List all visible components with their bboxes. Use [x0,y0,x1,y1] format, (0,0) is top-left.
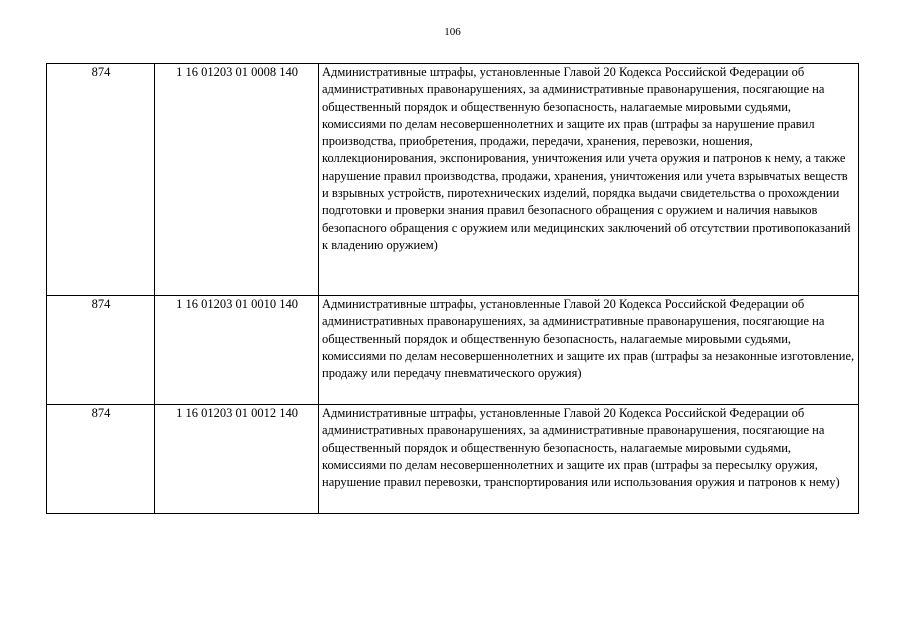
description-cell: Административные штрафы, установленные Главой 20 Кодекса Российской Федерации об административных правонарушениях, за административные правонарушения, посягающие на общественный порядок и общественную безопасность, налагаемые мировыми судьями, комиссиями по делам несовершеннолетних и защите их прав (штрафы за незаконные изготовление, продажу или передачу пневматического оружия) [319,296,859,405]
budget-code-cell: 1 16 01203 01 0010 140 [155,296,319,405]
table-row [47,296,859,405]
table-row [47,405,859,514]
budget-codes-table [46,63,859,514]
budget-code-cell: 1 16 01203 01 0012 140 [155,405,319,514]
description-cell: Административные штрафы, установленные Главой 20 Кодекса Российской Федерации об административных правонарушениях, за административные правонарушения, посягающие на общественный порядок и общественную безопасность, налагаемые мировыми судьями, комиссиями по делам несовершеннолетних и защите их прав (штрафы за нарушение правил производства, приобретения, продажи, передачи, хранения, перевозки, ношения, коллекционирования, экспонирования, уничтожения или учета оружия и патронов к нему, а также нарушение правил производства, продажи, хранения, уничтожения или учета взрывчатых веществ и взрывных устройств, пиротехнических изделий, порядка выдачи свидетельства о прохождении подготовки и проверки знания правил безопасного обращения с оружием и наличия навыков безопасного обращения с оружием или медицинских заключений об отсутствии противопоказаний к владению оружием) [319,64,859,296]
admin-code-cell: 874 [47,405,155,514]
admin-code-cell: 874 [47,296,155,405]
description-cell: Административные штрафы, установленные Главой 20 Кодекса Российской Федерации об административных правонарушениях, за административные правонарушения, посягающие на общественный порядок и общественную безопасность, налагаемые мировыми судьями, комиссиями по делам несовершеннолетних и защите их прав (штрафы за пересылку оружия, нарушение правил перевозки, транспортирования или использования оружия и патронов к нему) [319,405,859,514]
table-row [47,64,859,296]
admin-code-cell: 874 [47,64,155,296]
budget-code-cell: 1 16 01203 01 0008 140 [155,64,319,296]
page-number: 106 [444,26,461,38]
